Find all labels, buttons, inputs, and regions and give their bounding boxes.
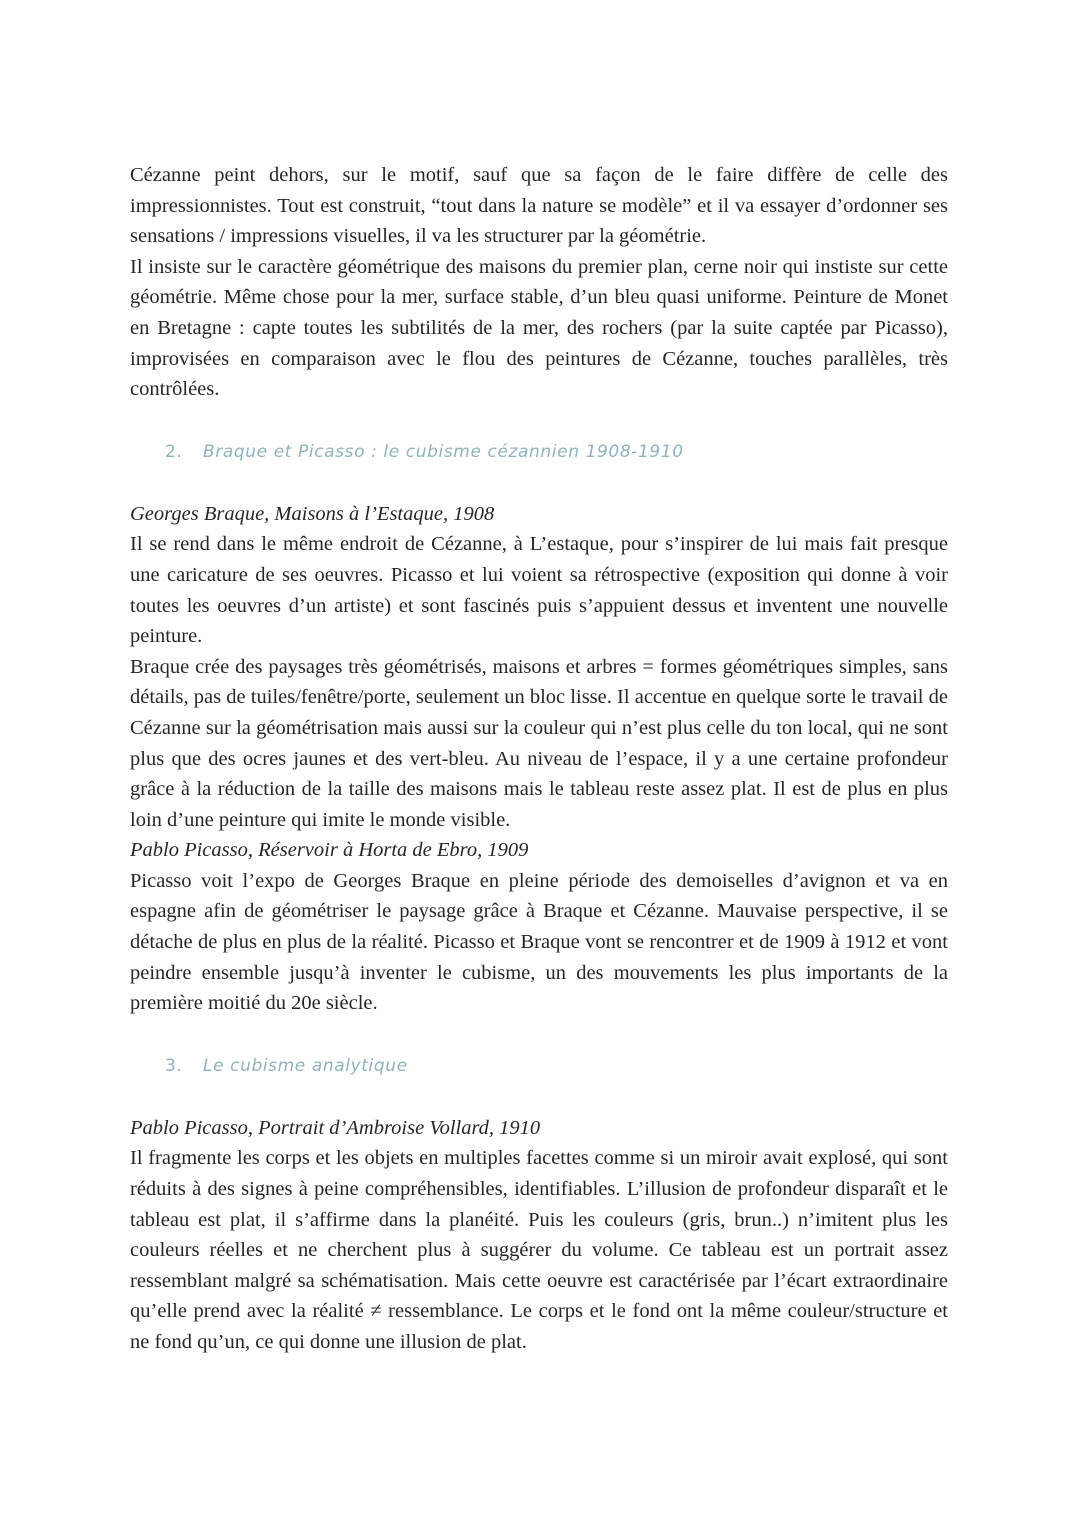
- body-paragraph: Il se rend dans le même endroit de Cézanne, à L’estaque, pour s’inspirer de lui mais fait presque une caricature de ses oeuvres. Picasso et lui voient sa rétrospective (exposition qui donne à voir toutes les oeuvres d’un artiste) et sont fascinés puis s’appuient dessus et inventent une nouvelle peinture.: [130, 533, 948, 648]
- body-paragraph: Picasso voit l’expo de Georges Braque en pleine période des demoiselles d’avignon et va en espagne afin de géométriser le paysage grâce à Braque et Cézanne. Mauvaise perspective, il se détache de plus en plus de la réalité. Picasso et Braque vont se rencontrer et de 1909 à 1912 et vont peindre ensemble jusqu’à inventer le cubisme, un des mouvements les plus importants de la première moitié du 20e siècle.: [130, 869, 948, 1015]
- body-paragraph: Braque crée des paysages très géométrisés, maisons et arbres = formes géométriques simples, sans détails, pas de tuiles/fenêtre/porte, seulement un bloc lisse. Il accentue en quelque sorte le travail de Cézanne sur la géométrisation mais aussi sur la couleur qui n’est plus celle du ton local, qui ne sont plus que des ocres jaunes et des vert-bleu. Au niveau de l’espace, il y a une certaine profondeur grâce à la réduction de la taille des maisons mais le tableau reste assez plat. Il est de plus en plus loin d’une peinture qui imite le monde visible.: [130, 655, 948, 831]
- section-heading-3: [130, 1051, 948, 1081]
- document-page: [130, 160, 948, 1358]
- artwork-title: Georges Braque, Maisons à l’Estaque, 1908: [130, 502, 495, 525]
- section-title: Le cubisme analytique: [203, 1055, 408, 1076]
- section-heading-2: [130, 437, 948, 467]
- section-number: 3.: [165, 1055, 183, 1076]
- artwork-title: Pablo Picasso, Portrait d’Ambroise Vollard, 1910: [130, 1116, 541, 1139]
- body-paragraph: Il fragmente les corps et les objets en multiples facettes comme si un miroir avait explosé, qui sont réduits à des signes à peine compréhensibles, identifiables. L’illusion de profondeur disparaît et le tableau est plat, il s’affirme dans la planéité. Puis les couleurs (gris, brun..) n’imitent plus les couleurs réelles et ne cherchent plus à suggérer du volume. Ce tableau est un portrait assez ressemblant malgré sa schématisation. Mais cette oeuvre est caractérisée par l’écart extraordinaire qu’elle prend avec la réalité ≠ ressemblance. Le corps et le fond ont la même couleur/structure et ne fond qu’un, ce qui donne une illusion de plat.: [130, 1147, 948, 1353]
- intro-paragraph-2: Il insiste sur le caractère géométrique des maisons du premier plan, cerne noir qui instiste sur cette géométrie. Même chose pour la mer, surface stable, d’un bleu quasi uniforme. Peinture de Monet en Bretagne : capte toutes les subtilités de la mer, des rochers (par la suite captée par Picasso), improvisées en comparaison avec le flou des peintures de Cézanne, touches parallèles, très contrôlées.: [130, 255, 948, 401]
- intro-paragraph-1: Cézanne peint dehors, sur le motif, sauf que sa façon de le faire diffère de celle des impressionnistes. Tout est construit, “tout dans la nature se modèle” et il va essayer d’ordonner ses sensations / impressions visuelles, il va les structurer par la géométrie.: [130, 164, 948, 248]
- section-number: 2.: [165, 441, 183, 462]
- artwork-title: Pablo Picasso, Réservoir à Horta de Ebro, 1909: [130, 839, 529, 862]
- section-title: Braque et Picasso : le cubisme cézannien 1908-1910: [203, 441, 684, 462]
